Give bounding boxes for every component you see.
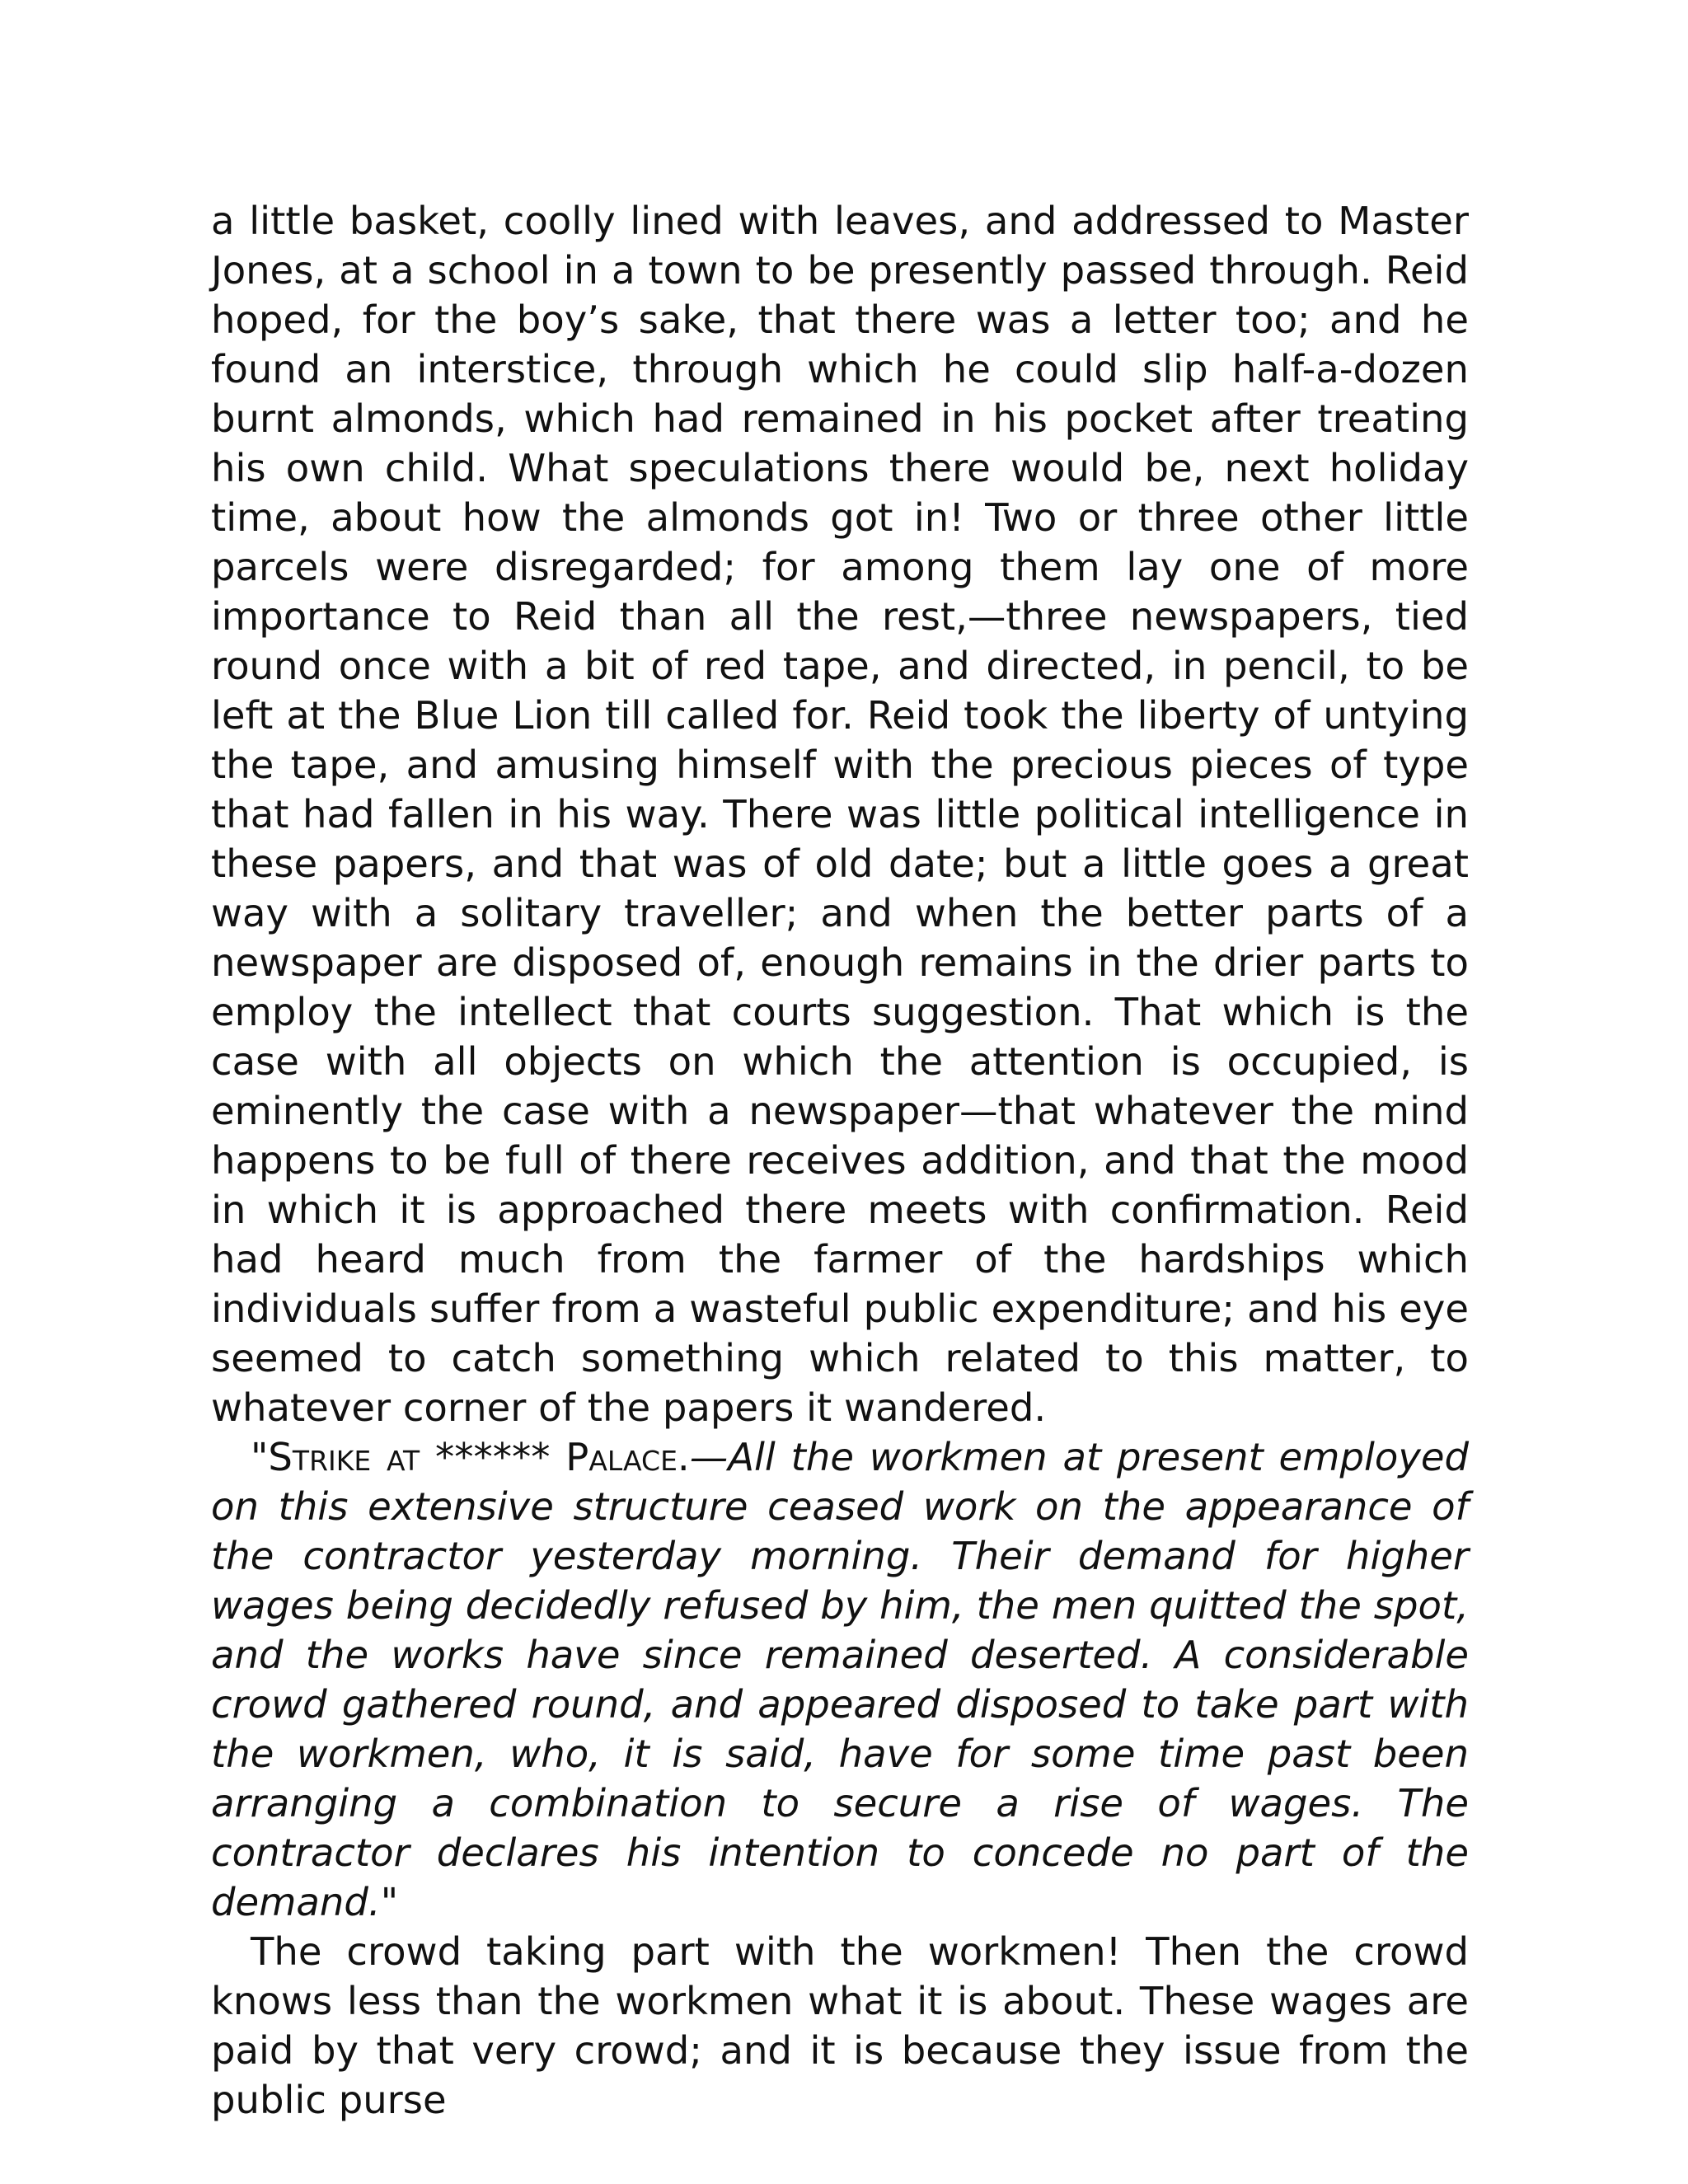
quote-heading: Strike at ****** Palace. — [268, 1435, 690, 1479]
open-quote: " — [251, 1435, 269, 1479]
paragraph-commentary: The crowd taking part with the workmen! Then the crowd knows less than the workmen what it is about. These wages are paid by that very crowd; and it is because they issue from the public purse — [211, 1929, 1469, 2122]
book-page — [211, 196, 1469, 2125]
quote-body: —All the workmen at present employed on this extensive structure ceased work on the appearance of the contractor yesterday morning. Their demand for higher wages being decidedly refused by him, the men quitted the spot, and the works have since remained deserted. A considerable crowd gathered round, and appeared disposed to take part with the workmen, who, it is said, have for some time past been arranging a combination to secure a rise of wages. The contractor declares his intention to concede no part of the demand. — [211, 1435, 1469, 1924]
paragraph-newspaper-quote — [211, 1432, 1469, 1927]
close-quote: " — [380, 1880, 399, 1924]
paragraph-narrative: a little basket, coolly lined with leaves, and addressed to Master Jones, at a school in a town to be presently passed through. Reid hoped, for the boy’s sake, that there was a letter too; and he found an interstice, through which he could slip half-a-dozen burnt almonds, which had remained in his pocket after treating his own child. What speculations there would be, next holiday time, about how the almonds got in! Two or three other little parcels were disregarded; for among them lay one of more importance to Reid than all the rest,—three newspapers, tied round once with a bit of red tape, and directed, in pencil, to be left at the Blue Lion till called for. Reid took the liberty of untying the tape, and amusing himself with the precious pieces of type that had fallen in his way. There was little political intelligence in these papers, and that was of old date; but a little goes a great way with a solitary traveller; and when the better parts of a newspaper are disposed of, enough remains in the drier parts to employ the intellect that courts suggestion. That which is the case with all objects on which the attention is occupied, is eminently the case with a newspaper—that whatever the mind happens to be full of there receives addition, and that the mood in which it is approached there meets with confirmation. Reid had heard much from the farmer of the hardships which individuals suffer from a wasteful public expenditure; and his eye seemed to catch something which related to this matter, to whatever corner of the papers it wandered. — [211, 199, 1469, 1430]
